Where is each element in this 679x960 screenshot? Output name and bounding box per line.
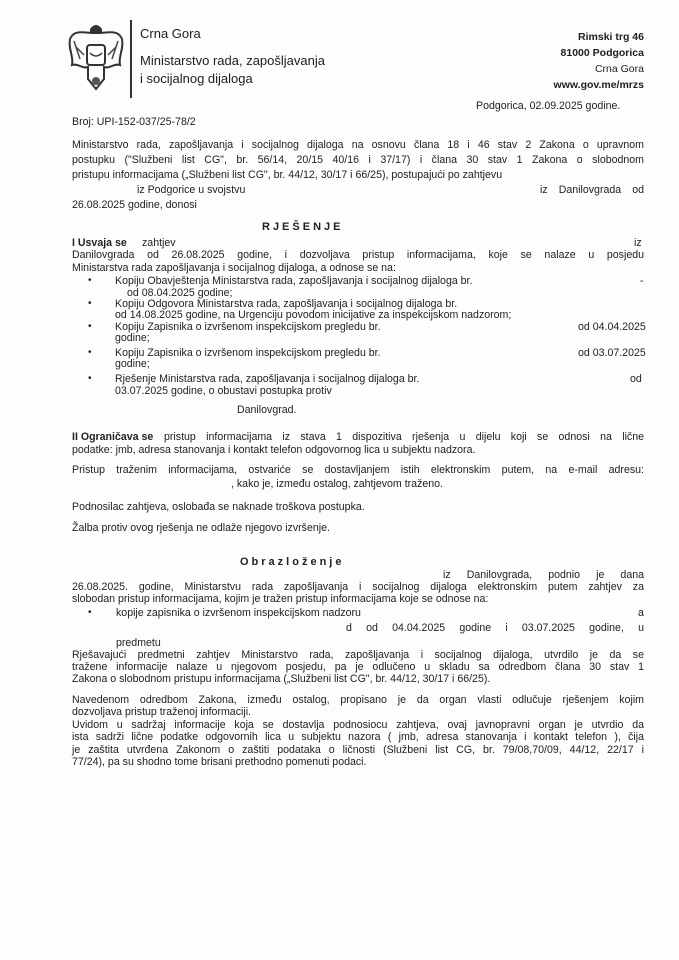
bullet-icon: • (88, 607, 92, 618)
reasoning-bullet: kopije zapisnika o izvršenom inspekcijskom nadzoru (116, 607, 361, 619)
bullet-icon: • (88, 321, 92, 332)
reasoning-line: dozvoljava pristup traženoj informaciji. (72, 706, 251, 718)
intro-line: iz Danilovgrada od (540, 184, 644, 196)
bullet-line: Kopiju Obavještenja Ministarstva rada, zapošljavanja i socijalnog dijaloga br. (115, 275, 473, 287)
bullet-line: godine; (115, 332, 150, 344)
address-city: 81000 Podgorica (560, 47, 644, 59)
fee-text: Podnosilac zahtjeva, oslobađa se naknade troškova postupka. (72, 501, 365, 513)
coat-of-arms-emblem (66, 19, 126, 93)
bullet-line: Kopiju Odgovora Ministarstva rada, zapošljavanja i socijalnog dijaloga br. (115, 298, 458, 310)
bullet-line: 03.07.2025 godine, o obustavi postupka protiv (115, 385, 332, 397)
bullet-line: od 14.08.2025 godine, na Urgenciju povodom inicijative za inspekcijskom nadzorom; (115, 309, 512, 321)
part1-lead-end: iz (634, 237, 642, 249)
intro-line: Ministarstvo rada, zapošljavanja i socijalnog dijaloga na osnovu člana 18 i 46 stav 2 Zakona o upravnom (72, 139, 644, 151)
address-street: Rimski trg 46 (578, 31, 644, 43)
part2-line: pristup informacijama iz stava 1 dispozitiva rješenja u dijelu koji se odnosi na lične (164, 431, 644, 443)
part1-lead: I Usvaja se (72, 237, 127, 249)
document-number: Broj: UPI-152-037/25-78/2 (72, 116, 196, 128)
intro-line: postupku ("Službeni list CG", br. 56/14, 20/15 40/16 i 37/17) i člana 30 stav 1 Zakona o slobodnom (72, 154, 644, 166)
reasoning-bullet: d od 04.04.2025 godine i 03.07.2025 godine, u (346, 622, 644, 634)
intro-line: iz Podgorice u svojstvu (137, 184, 246, 196)
bullet-line: od 08.04.2025 godine; (127, 287, 233, 299)
header-divider (130, 20, 132, 98)
part2-lead: II Ograničava se (72, 431, 154, 443)
part2-line: podatke: jmb, adresa stanovanja i kontakt telefon odgovornog lica u subjektu nadzora. (72, 444, 476, 456)
access-line: , kako je, između ostalog, zahtjevom traženo. (231, 478, 443, 490)
reasoning-line: Uvidom u sadržaj informacije koja se dostavlja podnosiocu zahtjeva, ovaj javnopravni organ je utvrdio da (72, 719, 644, 731)
reasoning-line: slobodan pristup informacijama, kojim je tražen pristup informacijama koje se odnose na: (72, 593, 489, 605)
header-ministry-line1: Ministarstvo rada, zapošljavanja (140, 53, 325, 68)
bullet-icon: • (88, 298, 92, 309)
address-website[interactable]: www.gov.me/mrzs (553, 79, 644, 91)
appeal-text: Žalba protiv ovog rješenja ne odlaže njegovo izvršenje. (72, 522, 330, 534)
reasoning-bullet: predmetu (116, 637, 161, 649)
bullet-line-end: od 04.04.2025 (578, 321, 646, 333)
bullet-line: Kopiju Zapisnika o izvršenom inspekcijskom pregledu br. (115, 321, 381, 333)
bullet-icon: • (88, 275, 92, 286)
reasoning-line: ista sadrži lične podatke odgovornih lica u subjektu nazora ( jmb, adresa stanovanja i kontakt telefon ), čija (72, 731, 644, 743)
reasoning-bullet: a (638, 607, 644, 619)
intro-line: 26.08.2025 godine, donosi (72, 199, 197, 211)
address-country: Crna Gora (594, 63, 644, 75)
document-date: Podgorica, 02.09.2025 godine. (476, 100, 621, 112)
reasoning-line: 26.08.2025. godine, Ministarstvu rada zapošljavanja i socijalnog dijaloga elektronskim putem zahtjev za (72, 581, 644, 593)
header-ministry-line2: i socijalnog dijaloga (140, 71, 253, 86)
intro-line: pristupu informacijama („Službeni list CG", br. 44/12, 30/17 i 66/25), postupajući po zahtjevu (72, 169, 503, 181)
part1-line: Ministarstva rada zapošljavanja i socijalnog dijaloga, a odnose se na: (72, 262, 396, 274)
decision-title: RJEŠENJE (262, 221, 344, 233)
reasoning-line: Zakona o slobodnom pristupu informacijama („Službeni list CG", br. 44/12, 30/17 i 66/25). (72, 673, 491, 685)
reasoning-title: Obrazloženje (240, 556, 345, 568)
header-country: Crna Gora (140, 26, 201, 41)
bullet-line-end: od (630, 373, 642, 385)
access-line: Pristup traženim informacijama, ostvariće se dostavljanjem istih elektronskim putem, na e-mail adresu: (72, 464, 644, 476)
reasoning-line: je zaštita utvrđena Zakonom o zaštiti podataka o ličnosti (Službeni list CG, br. 79/08,70/09, 44/12, 22/17 i (72, 744, 644, 756)
bullet-line: Danilovgrad. (237, 404, 297, 416)
bullet-line: godine; (115, 358, 150, 370)
reasoning-line: Navedenom odredbom Zakona, između ostalog, propisano je da organ vlasti odlučuje rješenjem kojim (72, 694, 644, 706)
part1-line: Danilovgrada od 26.08.2025 godine, i dozvoljava pristup informacijama, koje se nalaze u posjedu (72, 249, 644, 261)
reasoning-line: iz Danilovgrada, podnio je dana (443, 569, 644, 581)
reasoning-line: Rješavajući predmetni zahtjev Ministarstvo rada, zapošljavanja i socijalnog dijaloga, utvrdilo je da se (72, 649, 644, 661)
bullet-line: Kopiju Zapisnika o izvršenom inspekcijskom pregledu br. (115, 347, 381, 359)
reasoning-line: 77/24), pa su shodno tome brisani prethodno pomenuti podaci. (72, 756, 367, 768)
bullet-line: Rješenje Ministarstva rada, zapošljavanja i socijalnog dijaloga br. (115, 373, 420, 385)
bullet-icon: • (88, 347, 92, 358)
bullet-icon: • (88, 373, 92, 384)
part1-lead-rest: zahtjev (142, 237, 176, 249)
bullet-line-end: - (640, 275, 644, 287)
reasoning-line: tražene informacije nalaze u njegovom posjedu, pa je odlučeno u skladu sa odredbom člana 30 stav 1 (72, 661, 644, 673)
bullet-line-end: od 03.07.2025 (578, 347, 646, 359)
